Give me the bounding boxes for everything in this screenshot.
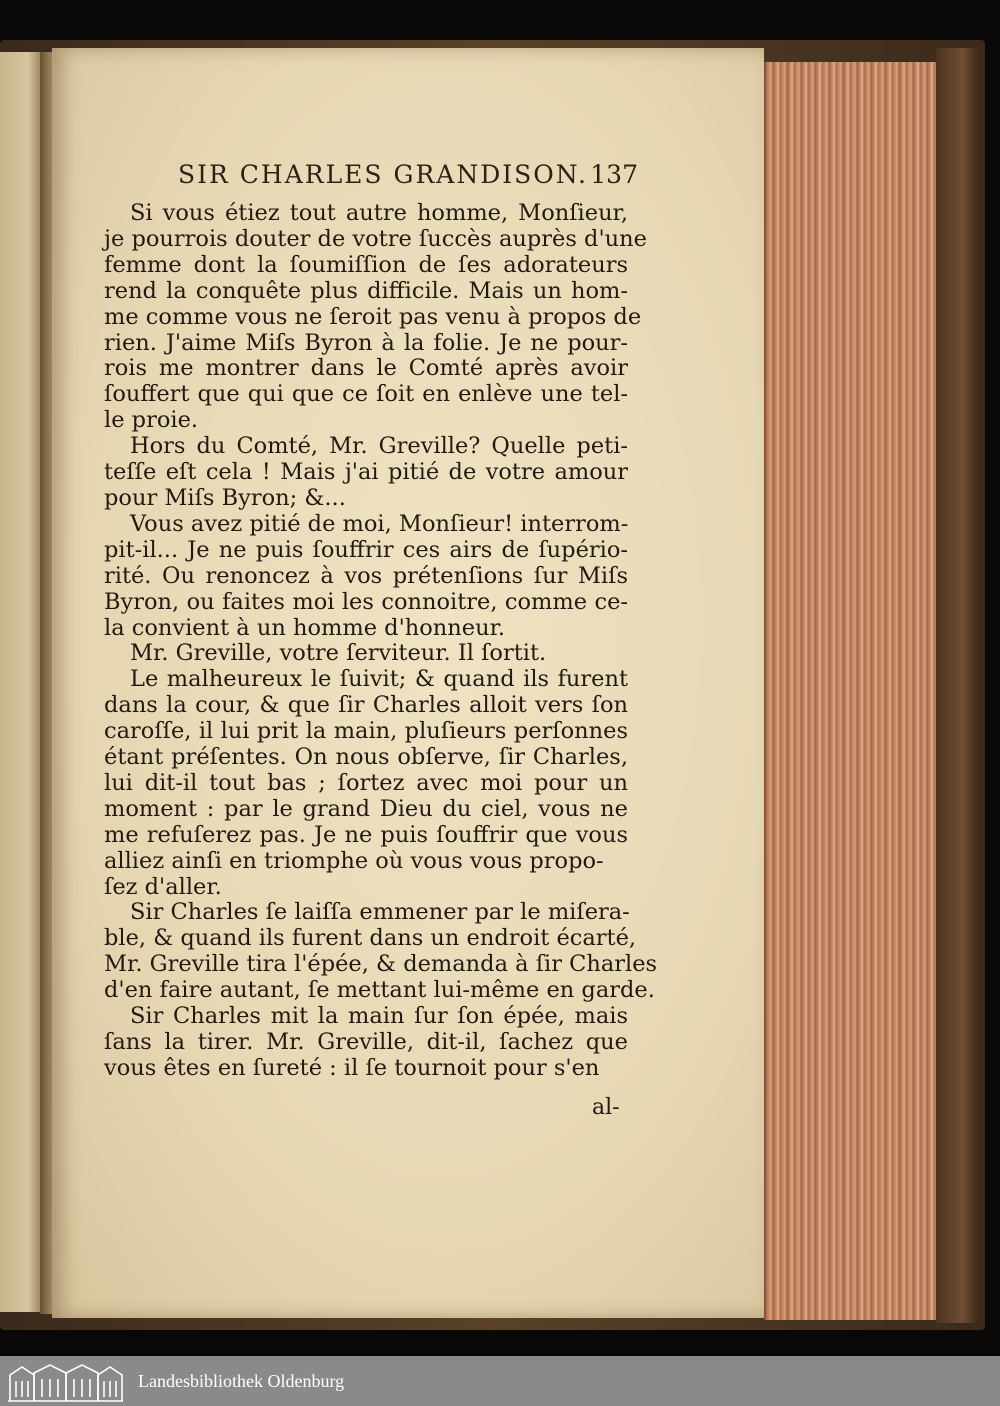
text-line: d'en faire autant, ſe mettant lui-même en garde. [104, 977, 655, 1004]
text-line: vous êtes en ſureté : il ſe tournoit pour s'en [104, 1054, 600, 1081]
text-line: Si vous étiez tout autre homme, Monſieur, [130, 200, 628, 226]
text-line: Sir Charles mit la main ſur ſon épée, mais [130, 1003, 628, 1030]
footer-bar [0, 1356, 1000, 1406]
library-name: Landesbibliothek Oldenburg [138, 1370, 345, 1391]
text-line: teſſe eſt cela ! Mais j'ai pitié de votre amour [104, 459, 628, 486]
text-line: je pourrois douter de votre ſuccès auprès d'une [104, 225, 647, 252]
text-line: la convient à un homme d'honneur. [104, 614, 506, 641]
text-line: dans la cour, & que ſir Charles alloit vers ſon [104, 692, 628, 719]
text-line: ſouffert que qui que ce ſoit en enlève une tel- [104, 381, 628, 408]
text-line: Mr. Greville tira l'épée, & demanda à ſir Charles [104, 951, 658, 978]
text-line: alliez ainſi en triomphe où vous vous propo- [104, 847, 604, 874]
text-line: le proie. [104, 407, 199, 434]
text-line: Vous avez pitié de moi, Monſieur! interrom- [130, 510, 629, 537]
facing-page-edge [0, 52, 40, 1312]
body-text [104, 200, 658, 1082]
text-line: pit-il... Je ne puis ſouffrir ces airs de ſupério- [104, 536, 628, 563]
text-line: me comme vous ne ſeroit pas venu à propos de [104, 303, 642, 330]
text-line: ble, & quand ils furent dans un endroit écarté, [104, 925, 637, 952]
text-line: ſans la tirer. Mr. Greville, dit-il, ſachez que [104, 1029, 628, 1055]
text-line: étant préſentes. On nous obſerve, ſir Charles, [104, 744, 628, 771]
text-line: Sir Charles ſe laiſſa emmener par le miſera- [130, 899, 630, 926]
text-line: caroſſe, il lui prit la main, pluſieurs perſonnes [104, 718, 628, 745]
text-line: rien. J'aime Miſs Byron à la folie. Je ne pour- [104, 329, 628, 356]
text-line: Le malheureux le ſuivit; & quand ils furent [130, 666, 628, 693]
catchword: al- [592, 1095, 620, 1120]
spine-gutter [40, 52, 52, 1314]
text-line: me refuſerez pas. Je ne puis ſouffrir que vous [104, 821, 628, 848]
text-line: rité. Ou renoncez à vos prétenſions ſur Miſs [104, 562, 628, 589]
text-line: moment : par le grand Dieu du ciel, vous ne [104, 795, 628, 822]
text-line: rois me montrer dans le Comté après avoir [104, 355, 628, 382]
text-line: femme dont la ſoumiſſion de ſes adorateurs [104, 251, 628, 278]
text-line: Hors du Comté, Mr. Greville? Quelle peti- [130, 433, 628, 460]
text-line: pour Miſs Byron; &... [104, 484, 346, 511]
back-cover-edge [936, 48, 980, 1323]
text-line: Byron, ou faites moi les connoitre, comme ce- [104, 588, 628, 615]
page-block-edges [764, 62, 938, 1320]
page-number: 137 [590, 160, 638, 189]
text-line: lui dit-il tout bas ; ſortez avec moi pour un [104, 769, 628, 796]
library-building-icon [6, 1359, 124, 1403]
text-line: Mr. Greville, votre ſerviteur. Il ſortit. [130, 640, 547, 667]
text-line: rend la conquête plus difficile. Mais un hom- [104, 277, 628, 304]
running-head-title: SIR CHARLES GRANDISON. [178, 160, 588, 189]
running-head [178, 160, 638, 189]
text-line: ſez d'aller. [104, 873, 222, 900]
